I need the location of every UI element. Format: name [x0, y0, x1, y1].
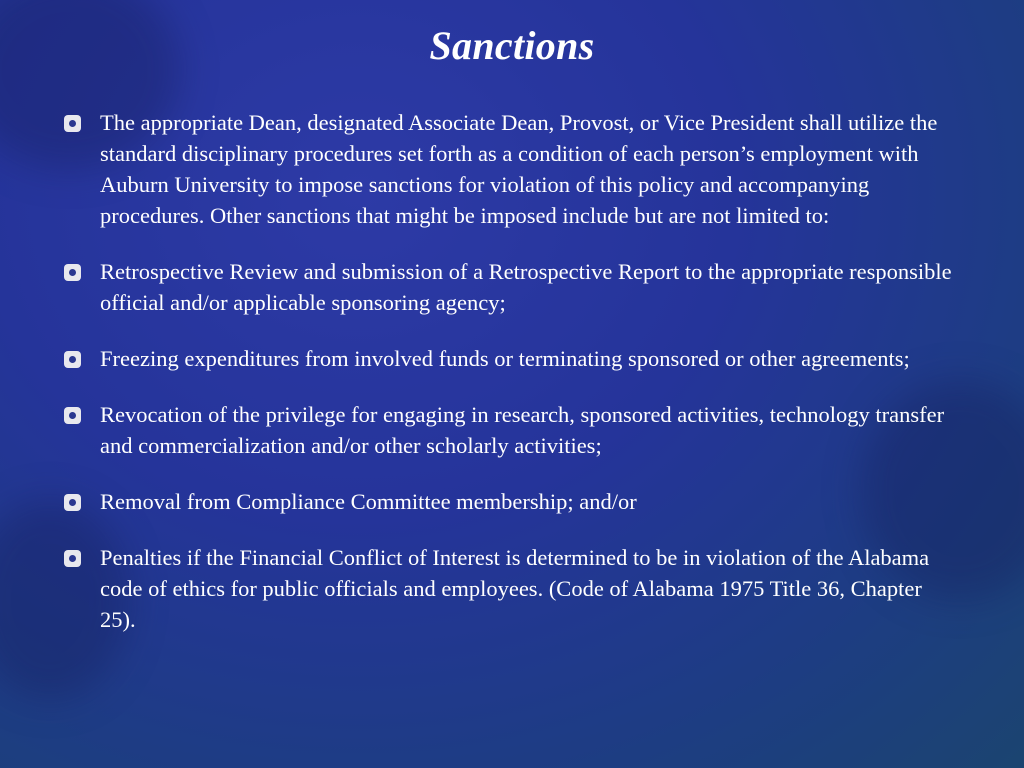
bullet-icon	[64, 115, 81, 132]
bullet-icon	[64, 494, 81, 511]
bullet-text: Penalties if the Financial Conflict of Interest is determined to be in violation of the Alabama code of ethics for public officials and employees. (Code of Alabama 1975 Title 36, Chapter 25).	[100, 545, 930, 632]
slide-title: Sanctions	[429, 23, 595, 68]
list-item	[60, 542, 960, 635]
bullet-text: Revocation of the privilege for engaging in research, sponsored activities, technology transfer and commercialization and/or other scholarly activities;	[100, 402, 945, 458]
bullet-list	[60, 107, 960, 660]
bullet-icon	[64, 550, 81, 567]
list-item	[60, 256, 960, 318]
list-item	[60, 399, 960, 461]
bullet-text: Removal from Compliance Committee membership; and/or	[100, 489, 637, 514]
bullet-text: The appropriate Dean, designated Associate Dean, Provost, or Vice President shall utilize the standard disciplinary procedures set forth as a condition of each person’s employment with Auburn University to impose sanctions for violation of this policy and accompanying procedures. Other sanctions that might be imposed include but are not limited to:	[100, 110, 938, 228]
bullet-icon	[64, 407, 81, 424]
bullet-text: Retrospective Review and submission of a Retrospective Report to the appropriate responsible official and/or applicable sponsoring agency;	[100, 259, 952, 315]
list-item	[60, 107, 960, 231]
bullet-text: Freezing expenditures from involved funds or terminating sponsored or other agreements;	[100, 346, 910, 371]
bullet-icon	[64, 264, 81, 281]
bullet-icon	[64, 351, 81, 368]
list-item	[60, 343, 960, 374]
list-item	[60, 486, 960, 517]
